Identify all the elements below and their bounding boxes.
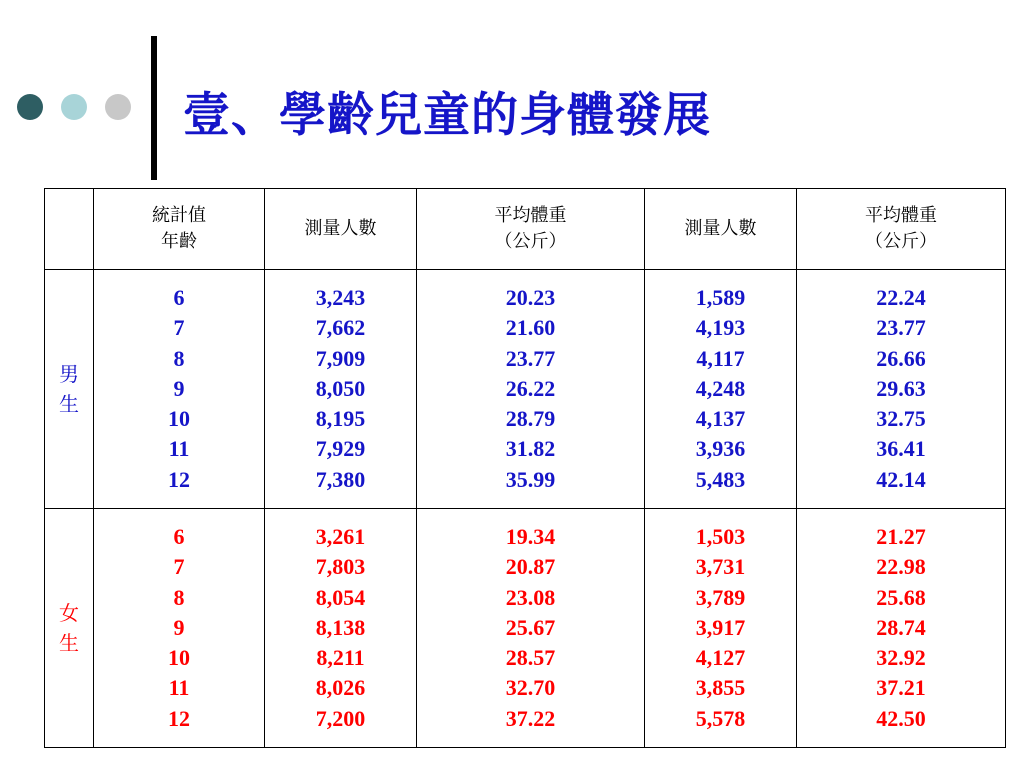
header-corner-cell — [45, 189, 94, 270]
male-ages: 6 7 8 9 10 11 12 — [94, 270, 265, 509]
header-count-1: 測量人數 — [265, 189, 417, 270]
header-count-2: 測量人數 — [645, 189, 797, 270]
female-weight-2: 21.27 22.98 25.68 28.74 32.92 37.21 42.50 — [797, 509, 1006, 748]
female-ages: 6 7 8 9 10 11 12 — [94, 509, 265, 748]
male-count-1: 3,243 7,662 7,909 8,050 8,195 7,929 7,380 — [265, 270, 417, 509]
title-divider-bar — [151, 36, 157, 180]
header-row — [45, 189, 1006, 270]
decorative-dot-gray — [105, 94, 131, 120]
male-count-2: 1,589 4,193 4,117 4,248 4,137 3,936 5,483 — [645, 270, 797, 509]
header-weight-2: 平均體重 （公斤） — [797, 189, 1006, 270]
male-row — [45, 270, 1006, 509]
decorative-dot-dark — [17, 94, 43, 120]
female-weight-1: 19.34 20.87 23.08 25.67 28.57 32.70 37.22 — [417, 509, 645, 748]
male-weight-2: 22.24 23.77 26.66 29.63 32.75 36.41 42.14 — [797, 270, 1006, 509]
decorative-dot-light — [61, 94, 87, 120]
female-count-1: 3,261 7,803 8,054 8,138 8,211 8,026 7,200 — [265, 509, 417, 748]
male-weight-1: 20.23 21.60 23.77 26.22 28.79 31.82 35.99 — [417, 270, 645, 509]
female-count-2: 1,503 3,731 3,789 3,917 4,127 3,855 5,578 — [645, 509, 797, 748]
female-row — [45, 509, 1006, 748]
growth-table — [44, 188, 1006, 748]
male-label: 男 生 — [45, 270, 94, 509]
header-weight-1: 平均體重 （公斤） — [417, 189, 645, 270]
female-label: 女 生 — [45, 509, 94, 748]
header-stat-age: 統計值 年齡 — [94, 189, 265, 270]
slide-title: 壹、學齡兒童的身體發展 — [183, 88, 711, 143]
